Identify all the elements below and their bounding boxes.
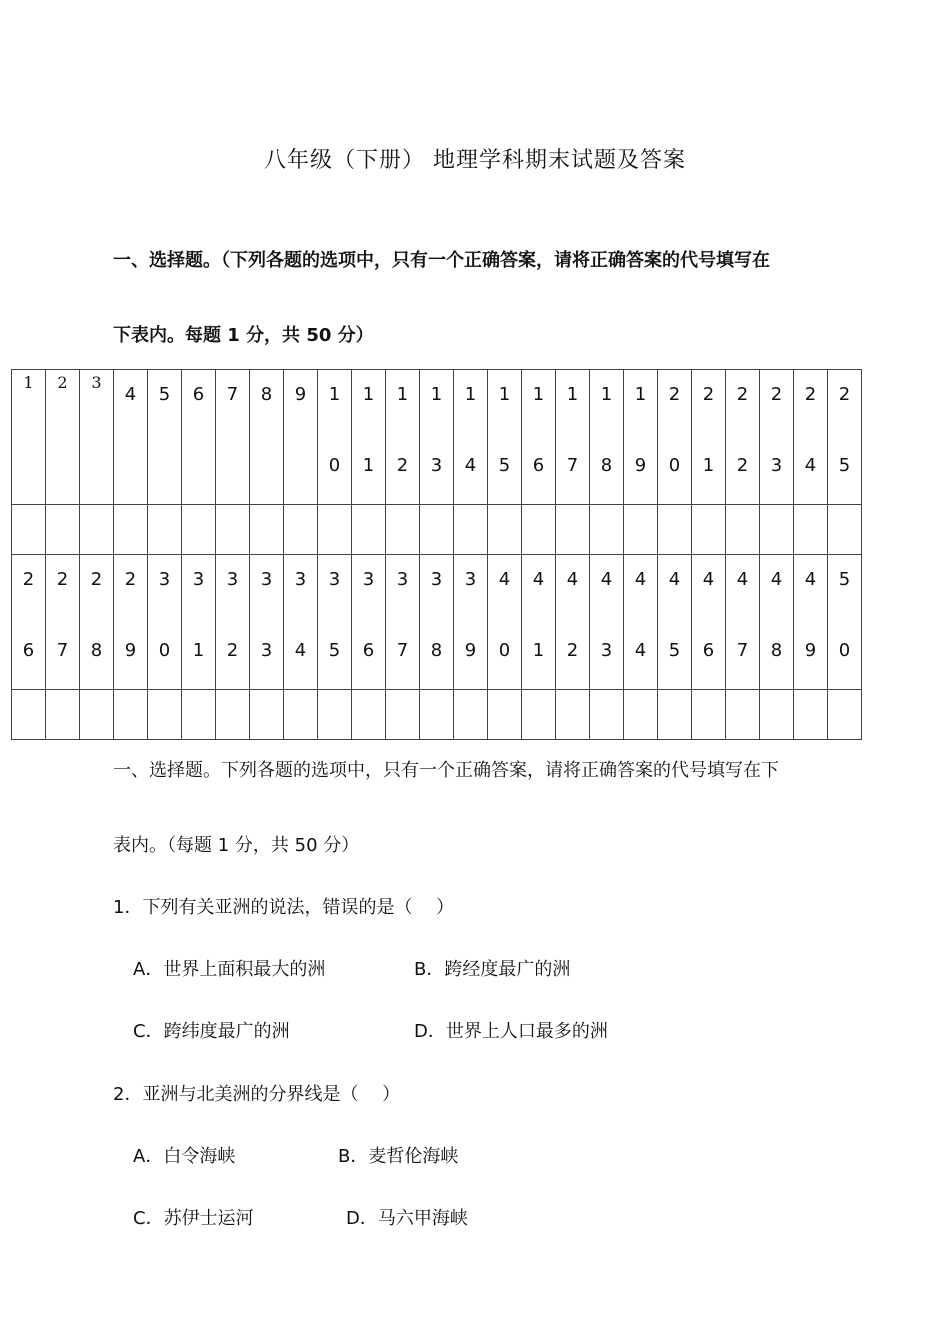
question-number-digit: 8 bbox=[600, 455, 613, 476]
question-number-digit: 4 bbox=[770, 569, 783, 590]
question-1-option-c: C．跨纬度最广的洲 bbox=[133, 1021, 290, 1042]
question-number-digit: 3 bbox=[328, 569, 341, 590]
question-number-digit: 0 bbox=[158, 640, 171, 661]
question-number-digit: 6 bbox=[192, 384, 205, 405]
answer-input-cell[interactable] bbox=[216, 505, 250, 555]
question-number-cell bbox=[284, 370, 318, 505]
question-2-option-c: C．苏伊士运河 bbox=[133, 1208, 254, 1229]
answer-input-cell[interactable] bbox=[182, 690, 216, 740]
question-number-digit: 3 bbox=[770, 455, 783, 476]
question-number-cell bbox=[590, 555, 624, 690]
answer-input-cell[interactable] bbox=[658, 690, 692, 740]
question-2-option-a: A．白令海峡 bbox=[133, 1146, 236, 1167]
question-number-digit: 4 bbox=[804, 569, 817, 590]
question-number-digit: 2 bbox=[124, 569, 137, 590]
question-number-cell bbox=[318, 370, 352, 505]
question-number-digit: 5 bbox=[498, 455, 511, 476]
question-number-cell bbox=[726, 555, 760, 690]
question-number-digit: 9 bbox=[294, 384, 307, 405]
question-number-digit: 4 bbox=[634, 640, 647, 661]
question-number-digit: 1 bbox=[396, 384, 409, 405]
answer-input-cell[interactable] bbox=[182, 505, 216, 555]
answer-input-cell[interactable] bbox=[114, 505, 148, 555]
question-number-cell bbox=[352, 370, 386, 505]
question-1-option-b: B．跨经度最广的洲 bbox=[414, 959, 571, 980]
question-number-digit: 9 bbox=[124, 640, 137, 661]
question-number-digit: 4 bbox=[668, 569, 681, 590]
answer-input-cell[interactable] bbox=[148, 505, 182, 555]
question-number-cell bbox=[726, 370, 760, 505]
answer-input-cell[interactable] bbox=[760, 505, 794, 555]
question-number-digit: 2 bbox=[226, 640, 239, 661]
question-number-cell bbox=[590, 370, 624, 505]
question-number-cell bbox=[760, 370, 794, 505]
question-number-cell bbox=[284, 555, 318, 690]
question-number-digit: 6 bbox=[532, 455, 545, 476]
answer-input-cell[interactable] bbox=[386, 690, 420, 740]
question-number-digit: 2 bbox=[56, 569, 69, 590]
question-number-digit: 1 bbox=[532, 640, 545, 661]
question-number-digit: 3 bbox=[362, 569, 375, 590]
question-number-digit: 5 bbox=[838, 569, 851, 590]
question-number-cell bbox=[488, 370, 522, 505]
question-number-cell bbox=[182, 555, 216, 690]
question-number-cell bbox=[692, 370, 726, 505]
answer-input-cell[interactable] bbox=[284, 505, 318, 555]
question-number-cell bbox=[216, 555, 250, 690]
question-number-cell bbox=[760, 555, 794, 690]
question-number-digit: 7 bbox=[226, 384, 239, 405]
answer-input-cell[interactable] bbox=[454, 690, 488, 740]
question-number-digit: 4 bbox=[600, 569, 613, 590]
question-number-cell bbox=[386, 555, 420, 690]
question-number-digit: 8 bbox=[770, 640, 783, 661]
question-number-cell bbox=[658, 370, 692, 505]
question-number-digit: 7 bbox=[736, 640, 749, 661]
question-number-digit: 2 bbox=[566, 640, 579, 661]
answer-table bbox=[11, 369, 862, 740]
question-number-digit: 8 bbox=[430, 640, 443, 661]
answer-input-cell[interactable] bbox=[318, 505, 352, 555]
answer-table-answer-row-1 bbox=[12, 505, 862, 555]
question-number-digit: 5 bbox=[328, 640, 341, 661]
question-number-digit: 0 bbox=[328, 455, 341, 476]
question-number-digit: 0 bbox=[838, 640, 851, 661]
question-number-cell bbox=[250, 555, 284, 690]
answer-input-cell[interactable] bbox=[658, 505, 692, 555]
question-number-digit: 1 bbox=[362, 384, 375, 405]
question-number-digit: 4 bbox=[634, 569, 647, 590]
question-number-digit: 1 bbox=[566, 384, 579, 405]
question-number-digit: 1 bbox=[532, 384, 545, 405]
question-number-cell bbox=[828, 555, 862, 690]
question-number-digit: 2 bbox=[668, 384, 681, 405]
question-number-digit: 1 bbox=[362, 455, 375, 476]
question-number-digit: 4 bbox=[464, 455, 477, 476]
question-number-digit: 3 bbox=[600, 640, 613, 661]
answer-input-cell[interactable] bbox=[250, 505, 284, 555]
question-number-digit: 0 bbox=[498, 640, 511, 661]
question-number-cell bbox=[556, 555, 590, 690]
question-number-digit: 3 bbox=[226, 569, 239, 590]
question-number-digit: 2 bbox=[702, 384, 715, 405]
answer-input-cell[interactable] bbox=[318, 690, 352, 740]
question-number-digit: 3 bbox=[430, 455, 443, 476]
question-number-digit: 5 bbox=[668, 640, 681, 661]
question-number-cell bbox=[692, 555, 726, 690]
question-number-digit: 2 bbox=[90, 569, 103, 590]
question-number-digit: 1 bbox=[464, 384, 477, 405]
section-header-line1: 一、选择题。（下列各题的选项中，只有一个正确答案，请将正确答案的代号填写在 bbox=[113, 250, 770, 271]
answer-input-cell[interactable] bbox=[488, 505, 522, 555]
answer-input-cell[interactable] bbox=[794, 690, 828, 740]
question-number-digit: 1 bbox=[430, 384, 443, 405]
question-number-cell bbox=[624, 555, 658, 690]
question-2-option-d: D．马六甲海峡 bbox=[346, 1208, 468, 1229]
question-number-digit: 4 bbox=[702, 569, 715, 590]
answer-input-cell[interactable] bbox=[522, 505, 556, 555]
page-title: 八年级（下册） 地理学科期末试题及答案 bbox=[264, 148, 686, 173]
question-number-cell bbox=[556, 370, 590, 505]
question-number-cell bbox=[522, 370, 556, 505]
answer-input-cell[interactable] bbox=[726, 505, 760, 555]
answer-input-cell[interactable] bbox=[692, 505, 726, 555]
answer-table-answer-row-2 bbox=[12, 690, 862, 740]
question-number-cell bbox=[522, 555, 556, 690]
answer-input-cell[interactable] bbox=[828, 690, 862, 740]
question-number-cell bbox=[624, 370, 658, 505]
question-number-cell bbox=[352, 555, 386, 690]
question-number-digit: 3 bbox=[260, 640, 273, 661]
question-number-digit: 7 bbox=[56, 640, 69, 661]
question-number-digit: 3 bbox=[158, 569, 171, 590]
question-number-digit: 2 bbox=[57, 373, 68, 392]
question-number-cell bbox=[46, 555, 80, 690]
answer-input-cell[interactable] bbox=[488, 690, 522, 740]
question-number-cell bbox=[80, 370, 114, 505]
question-number-cell bbox=[658, 555, 692, 690]
question-number-digit: 1 bbox=[600, 384, 613, 405]
question-number-cell bbox=[46, 370, 80, 505]
question-number-digit: 5 bbox=[838, 455, 851, 476]
question-number-digit: 1 bbox=[23, 373, 34, 392]
question-number-digit: 3 bbox=[430, 569, 443, 590]
question-number-digit: 2 bbox=[396, 455, 409, 476]
question-number-cell bbox=[216, 370, 250, 505]
question-number-cell bbox=[454, 370, 488, 505]
answer-table-number-row-1 bbox=[12, 370, 862, 505]
question-number-cell bbox=[12, 370, 46, 505]
question-number-digit: 7 bbox=[396, 640, 409, 661]
answer-input-cell[interactable] bbox=[80, 505, 114, 555]
question-number-digit: 9 bbox=[804, 640, 817, 661]
question-number-digit: 3 bbox=[464, 569, 477, 590]
answer-input-cell[interactable] bbox=[828, 505, 862, 555]
question-2-stem: 2．亚洲与北美洲的分界线是（ ） bbox=[113, 1084, 401, 1105]
question-number-digit: 1 bbox=[634, 384, 647, 405]
answer-input-cell[interactable] bbox=[760, 690, 794, 740]
intro-line2: 表内。（每题 1 分，共 50 分） bbox=[113, 835, 360, 856]
question-number-digit: 9 bbox=[634, 455, 647, 476]
question-number-cell bbox=[148, 370, 182, 505]
question-number-digit: 2 bbox=[804, 384, 817, 405]
answer-input-cell[interactable] bbox=[250, 690, 284, 740]
answer-input-cell[interactable] bbox=[148, 690, 182, 740]
question-number-digit: 4 bbox=[804, 455, 817, 476]
question-number-cell bbox=[182, 370, 216, 505]
question-number-digit: 4 bbox=[736, 569, 749, 590]
answer-input-cell[interactable] bbox=[522, 690, 556, 740]
question-number-cell bbox=[420, 370, 454, 505]
answer-input-cell[interactable] bbox=[420, 690, 454, 740]
question-number-digit: 8 bbox=[90, 640, 103, 661]
question-number-digit: 2 bbox=[736, 384, 749, 405]
answer-table-number-row-2 bbox=[12, 555, 862, 690]
question-1-stem: 1．下列有关亚洲的说法，错误的是（ ） bbox=[113, 897, 455, 918]
answer-input-cell[interactable] bbox=[284, 690, 318, 740]
answer-input-cell[interactable] bbox=[624, 505, 658, 555]
question-number-cell bbox=[114, 555, 148, 690]
question-number-digit: 1 bbox=[702, 455, 715, 476]
question-number-cell bbox=[488, 555, 522, 690]
answer-input-cell[interactable] bbox=[726, 690, 760, 740]
answer-input-cell[interactable] bbox=[114, 690, 148, 740]
answer-input-cell[interactable] bbox=[80, 690, 114, 740]
question-number-digit: 3 bbox=[396, 569, 409, 590]
answer-input-cell[interactable] bbox=[216, 690, 250, 740]
answer-input-cell[interactable] bbox=[454, 505, 488, 555]
question-number-digit: 6 bbox=[362, 640, 375, 661]
question-number-digit: 2 bbox=[770, 384, 783, 405]
question-number-digit: 5 bbox=[158, 384, 171, 405]
question-number-digit: 2 bbox=[736, 455, 749, 476]
question-number-cell bbox=[148, 555, 182, 690]
question-number-digit: 8 bbox=[260, 384, 273, 405]
question-number-digit: 3 bbox=[294, 569, 307, 590]
question-number-cell bbox=[828, 370, 862, 505]
question-number-cell bbox=[794, 370, 828, 505]
answer-input-cell[interactable] bbox=[12, 505, 46, 555]
answer-input-cell[interactable] bbox=[46, 505, 80, 555]
question-number-digit: 1 bbox=[498, 384, 511, 405]
question-number-digit: 6 bbox=[702, 640, 715, 661]
answer-input-cell[interactable] bbox=[794, 505, 828, 555]
question-number-digit: 1 bbox=[192, 640, 205, 661]
question-number-digit: 2 bbox=[838, 384, 851, 405]
question-number-digit: 2 bbox=[22, 569, 35, 590]
answer-input-cell[interactable] bbox=[692, 690, 726, 740]
question-number-cell bbox=[386, 370, 420, 505]
answer-input-cell[interactable] bbox=[386, 505, 420, 555]
question-number-cell bbox=[250, 370, 284, 505]
answer-input-cell[interactable] bbox=[624, 690, 658, 740]
question-number-cell bbox=[12, 555, 46, 690]
question-number-digit: 3 bbox=[260, 569, 273, 590]
answer-input-cell[interactable] bbox=[556, 690, 590, 740]
question-1-option-a: A．世界上面积最大的洲 bbox=[133, 959, 326, 980]
question-number-digit: 0 bbox=[668, 455, 681, 476]
question-number-digit: 3 bbox=[192, 569, 205, 590]
answer-input-cell[interactable] bbox=[556, 505, 590, 555]
question-number-digit: 4 bbox=[294, 640, 307, 661]
question-number-cell bbox=[420, 555, 454, 690]
question-number-digit: 4 bbox=[532, 569, 545, 590]
question-number-digit: 6 bbox=[22, 640, 35, 661]
question-number-cell bbox=[794, 555, 828, 690]
question-number-digit: 4 bbox=[124, 384, 137, 405]
question-number-digit: 7 bbox=[566, 455, 579, 476]
answer-input-cell[interactable] bbox=[590, 505, 624, 555]
answer-input-cell[interactable] bbox=[420, 505, 454, 555]
question-number-cell bbox=[318, 555, 352, 690]
question-number-digit: 4 bbox=[566, 569, 579, 590]
answer-input-cell[interactable] bbox=[12, 690, 46, 740]
question-number-digit: 1 bbox=[328, 384, 341, 405]
question-2-option-b: B．麦哲伦海峡 bbox=[338, 1146, 459, 1167]
answer-input-cell[interactable] bbox=[46, 690, 80, 740]
answer-input-cell[interactable] bbox=[352, 690, 386, 740]
section-header-line2: 下表内。每题 1 分，共 50 分） bbox=[113, 325, 374, 346]
intro-line1: 一、选择题。下列各题的选项中，只有一个正确答案，请将正确答案的代号填写在下 bbox=[113, 760, 779, 781]
question-number-cell bbox=[114, 370, 148, 505]
question-number-cell bbox=[80, 555, 114, 690]
question-number-cell bbox=[454, 555, 488, 690]
question-number-digit: 4 bbox=[498, 569, 511, 590]
answer-input-cell[interactable] bbox=[352, 505, 386, 555]
question-number-digit: 3 bbox=[91, 373, 102, 392]
answer-input-cell[interactable] bbox=[590, 690, 624, 740]
question-number-digit: 9 bbox=[464, 640, 477, 661]
question-1-option-d: D．世界上人口最多的洲 bbox=[414, 1021, 608, 1042]
